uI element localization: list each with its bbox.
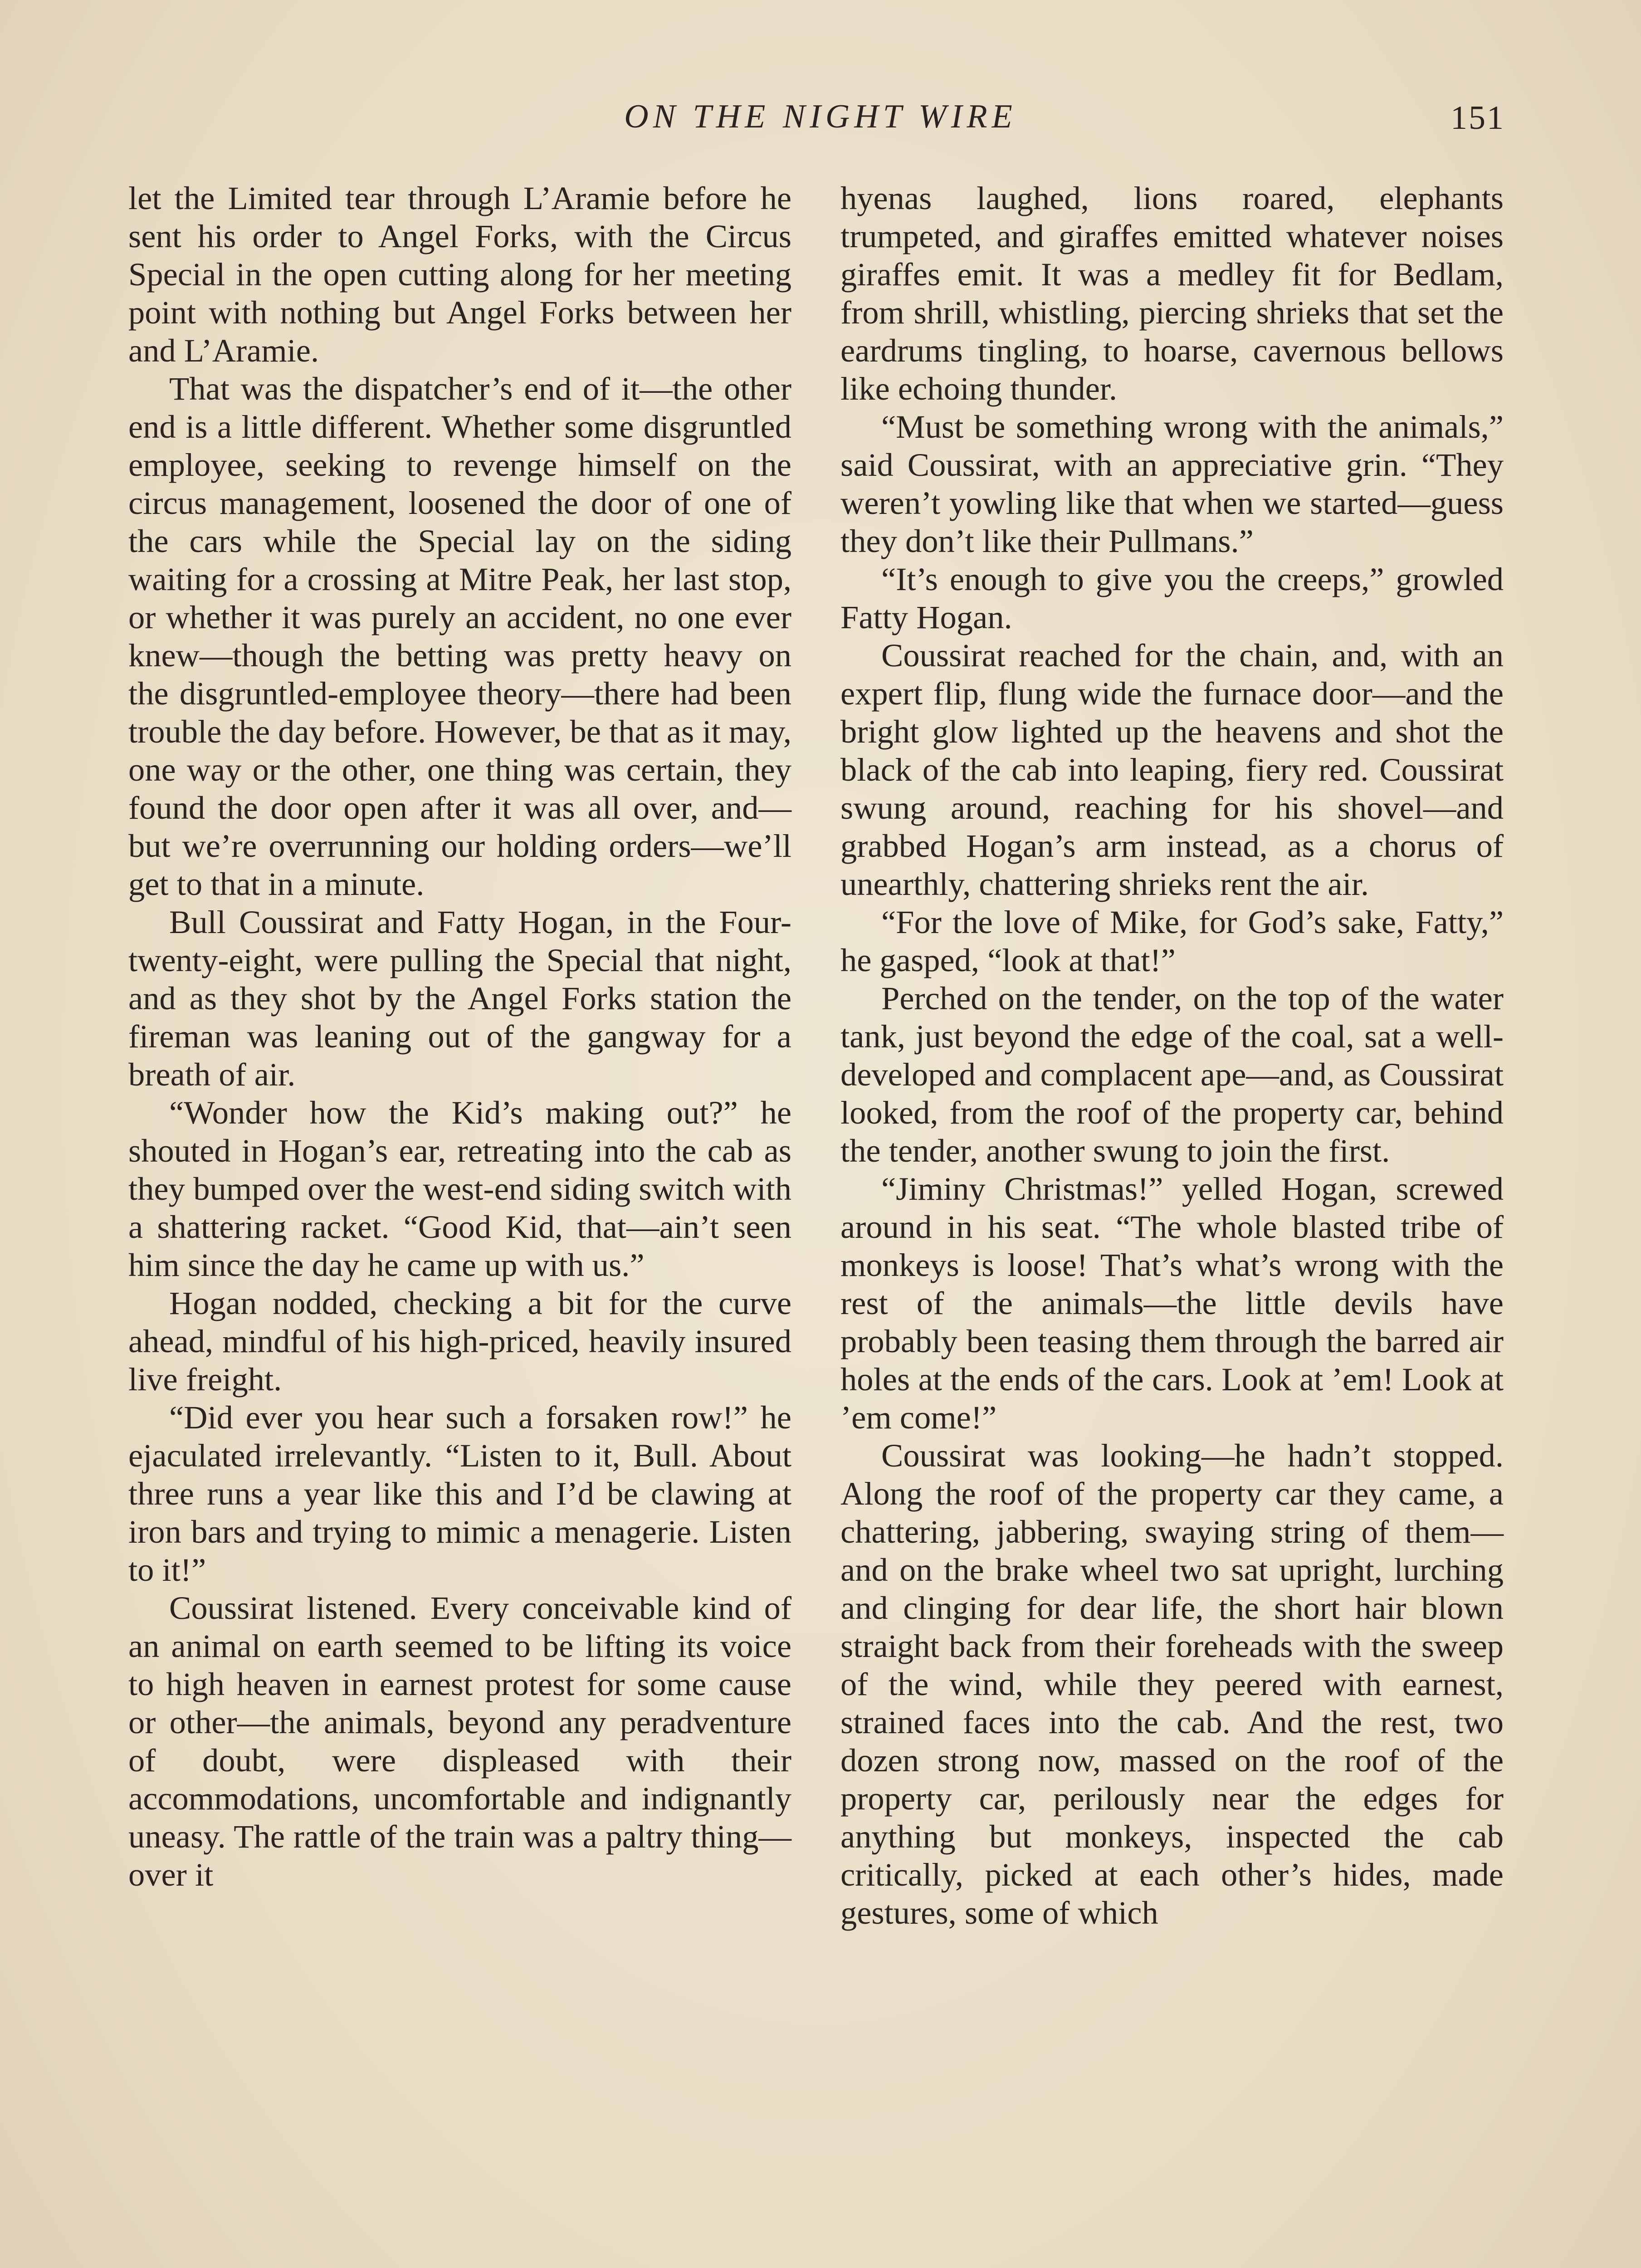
paragraph: Bull Coussirat and Fatty Hogan, in the Four-twenty-eight, were pulling the Special that night, and as they shot by the Angel Forks station the fireman was leaning out of the gangway for a breath of air. [128,904,791,1093]
left-column [128,179,791,1894]
paragraph: hyenas laughed, lions roared, elephants trumpeted, and giraffes emitted whatever noises giraffes emit. It was a medley fit for Bedlam, from shrill, whistling, piercing shrieks that set the eardrums tingling, to hoarse, cavernous bellows like echoing thunder. [840,180,1504,407]
right-column [840,179,1504,1932]
paragraph: “Must be something wrong with the animals,” said Coussirat, with an appreciative grin. “They weren’t yowling like that when we started—guess they don’t like their Pullmans.” [840,408,1504,559]
paragraph: “Wonder how the Kid’s making out?” he shouted in Hogan’s ear, retreating into the cab as they bumped over the west-end siding switch with a shattering racket. “Good Kid, that—ain’t seen him since the day he came up with us.” [128,1094,791,1283]
paragraph: “For the love of Mike, for God’s sake, Fatty,” he gasped, “look at that!” [840,904,1504,978]
paragraph: Coussirat reached for the chain, and, with an expert flip, flung wide the furnace door—and the bright glow lighted up the heavens and shot the black of the cab into leaping, fiery red. Coussirat swung around, reaching for his shovel—and grabbed Hogan’s arm instead, as a chorus of unearthly, chattering shrieks rent the air. [840,637,1504,902]
paragraph: “Jiminy Christmas!” yelled Hogan, screwed around in his seat. “The whole blasted tribe of monkeys is loose! That’s what’s wrong with the rest of the animals—the little devils have probably been teasing them through the barred air holes at the ends of the cars. Look at ’em! Look at ’em come!” [840,1170,1504,1436]
paragraph: Hogan nodded, checking a bit for the curve ahead, mindful of his high-priced, heavily insured live freight. [128,1285,791,1398]
paragraph: Perched on the tender, on the top of the water tank, just beyond the edge of the coal, sat a well-developed and complacent ape—and, as Coussirat looked, from the roof of the property car, behind the tender, another swung to join the first. [840,980,1504,1169]
page-number: 151 [1451,99,1505,137]
paragraph: “Did ever you hear such a forsaken row!” he ejaculated irrelevantly. “Listen to it, Bull. About three runs a year like this and I’d be clawing at iron bars and trying to mimic a menagerie. Listen to it!” [128,1399,791,1588]
running-title: ON THE NIGHT WIRE [624,98,1017,135]
paragraph: let the Limited tear through L’Aramie before he sent his order to Angel Forks, with the Circus Special in the open cutting along for her meeting point with nothing but Angel Forks between her and L’Aramie. [128,180,791,369]
paragraph: “It’s enough to give you the creeps,” growled Fatty Hogan. [840,561,1504,635]
paragraph: Coussirat listened. Every conceivable kind of an animal on earth seemed to be lifting its voice to high heaven in earnest protest for some cause or other—the animals, beyond any peradventure of doubt, were displeased with their accommodations, uncomfortable and indignantly uneasy. The rattle of the train was a paltry thing—over it [128,1589,791,1893]
paragraph: That was the dispatcher’s end of it—the other end is a little different. Whether some disgruntled employee, seeking to revenge himself on the circus management, loosened the door of one of the cars while the Special lay on the siding waiting for a crossing at Mitre Peak, her last stop, or whether it was purely an accident, no one ever knew—though the betting was pretty heavy on the disgruntled-employee theory—there had been trouble the day before. However, be that as it may, one way or the other, one thing was certain, they found the door open after it was all over, and—but we’re overrunning our holding orders—we’ll get to that in a minute. [128,370,792,902]
paragraph: Coussirat was looking—he hadn’t stopped. Along the roof of the property car they came, a chattering, jabbering, swaying string of them—and on the brake wheel two sat upright, lurching and clinging for dear life, the short hair blown straight back from their foreheads with the sweep of the wind, while they peered with earnest, strained faces into the cab. And the rest, two dozen strong now, massed on the roof of the property car, perilously near the edges for anything but monkeys, inspected the cab critically, picked at each other’s hides, made gestures, some of which [840,1437,1504,1931]
